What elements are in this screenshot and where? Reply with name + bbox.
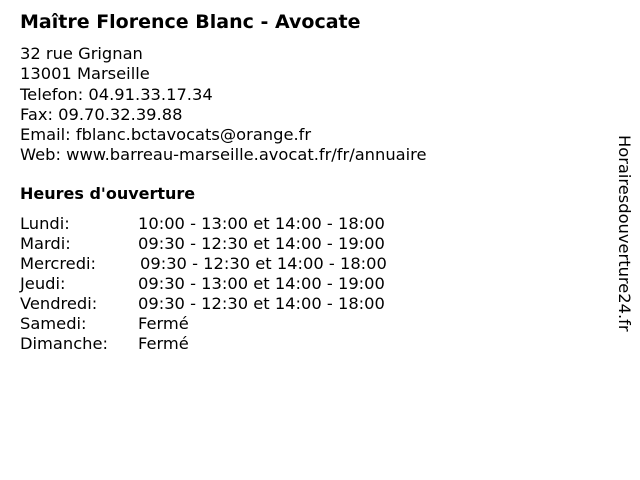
fax-line: Fax: 09.70.32.39.88 xyxy=(20,104,183,124)
day-hours: 09:30 - 12:30 et 14:00 - 18:00 xyxy=(140,254,387,273)
day-hours: Fermé xyxy=(138,314,189,333)
hours-row-mardi xyxy=(20,234,440,254)
day-hours: 09:30 - 12:30 et 14:00 - 18:00 xyxy=(138,294,385,313)
hours-row-jeudi xyxy=(20,274,440,294)
hours-row-samedi xyxy=(20,314,440,334)
day-label: Vendredi: xyxy=(20,294,98,313)
day-label: Dimanche: xyxy=(20,334,108,353)
day-label: Mercredi: xyxy=(20,254,97,273)
address-street: 32 rue Grignan xyxy=(20,44,143,63)
day-hours: 09:30 - 12:30 et 14:00 - 19:00 xyxy=(138,234,385,253)
web-line: Web: www.barreau-marseille.avocat.fr/fr/annuaire xyxy=(20,145,427,165)
hours-row-dimanche xyxy=(20,334,440,354)
day-label: Mardi: xyxy=(20,234,71,253)
day-hours: Fermé xyxy=(138,334,189,353)
opening-hours-table xyxy=(20,214,440,354)
hours-row-vendredi xyxy=(20,294,440,314)
phone-line: Telefon: 04.91.33.17.34 xyxy=(20,84,213,104)
email-line: Email: fblanc.bctavocats@orange.fr xyxy=(20,125,312,145)
day-hours: 10:00 - 13:00 et 14:00 - 18:00 xyxy=(138,214,385,233)
page-title: Maître Florence Blanc - Avocate xyxy=(20,11,361,33)
contact-block xyxy=(20,44,427,166)
hours-heading: Heures d'ouverture xyxy=(20,184,196,203)
hours-row-mercredi xyxy=(20,254,440,274)
address-city: 13001 Marseille xyxy=(20,64,150,84)
day-label: Jeudi: xyxy=(20,274,66,293)
day-hours: 09:30 - 13:00 et 14:00 - 19:00 xyxy=(138,274,385,293)
hours-row-lundi xyxy=(20,214,440,234)
day-label: Samedi: xyxy=(20,314,87,333)
day-label: Lundi: xyxy=(20,214,70,233)
site-watermark: Horairesdouverture24.fr xyxy=(615,135,634,332)
